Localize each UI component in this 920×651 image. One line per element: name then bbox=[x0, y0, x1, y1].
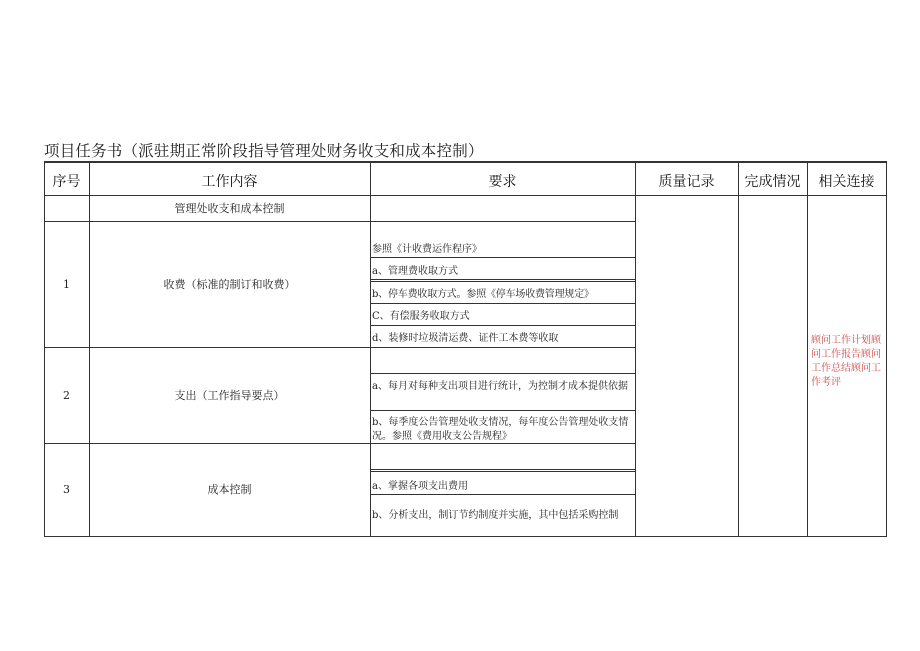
related-links-text[interactable]: 顾问工作计划顾问工作报告顾问工作总结顾问工作考评 bbox=[811, 335, 881, 388]
req-line bbox=[370, 325, 635, 326]
row2-req-2: b、每季度公告管理处收支情况，每年度公告管理处收支情况。参照《费用收支公告规程》 bbox=[372, 417, 629, 442]
req-line bbox=[370, 494, 635, 495]
row1-req-2: a、管理费收取方式 bbox=[372, 266, 458, 277]
col-border bbox=[738, 161, 739, 537]
row3-content: 成本控制 bbox=[207, 483, 252, 496]
row1-req-5: d、装修时垃圾清运费、证件工本费等收取 bbox=[372, 333, 559, 344]
col-border bbox=[886, 161, 887, 537]
section-title: 管理处收支和成本控制 bbox=[174, 202, 285, 215]
header-requirement: 要求 bbox=[488, 174, 517, 190]
row2-seq: 2 bbox=[63, 388, 70, 402]
table-bottom-border bbox=[44, 536, 887, 537]
row1-content: 收费（标准的制订和收费） bbox=[163, 277, 296, 291]
req-line bbox=[370, 373, 635, 374]
req-line bbox=[370, 471, 635, 472]
row1-seq: 1 bbox=[63, 277, 70, 291]
row1-req-4: C、有偿服务收取方式 bbox=[372, 311, 470, 322]
row3-req-1: a、掌握各项支出费用 bbox=[372, 481, 468, 492]
req-line bbox=[370, 303, 635, 304]
col-border bbox=[370, 161, 371, 537]
document-title: 项目任务书（派驻期正常阶段指导管理处财务收支和成本控制） bbox=[44, 142, 484, 160]
req-line bbox=[370, 469, 635, 470]
row3-req-2: b、分析支出，制订节约制度并实施，其中包括采购控制 bbox=[372, 510, 619, 521]
req-line bbox=[370, 279, 635, 280]
header-links: 相关连接 bbox=[818, 174, 875, 190]
table-top-border bbox=[44, 161, 887, 163]
col-border bbox=[635, 161, 636, 537]
header-quality: 质量记录 bbox=[658, 174, 715, 190]
col-border bbox=[807, 161, 808, 537]
header-seq: 序号 bbox=[52, 174, 81, 190]
row2-content: 支出（工作指导要点） bbox=[174, 388, 285, 402]
header-completion: 完成情况 bbox=[744, 174, 801, 190]
header-content: 工作内容 bbox=[201, 174, 258, 190]
req-line bbox=[370, 281, 635, 282]
row1-req-3: b、停车费收取方式。参照《停车场收费管理规定》 bbox=[372, 289, 594, 300]
req-line bbox=[370, 257, 635, 258]
row2-req-1: a、每月对每种支出项目进行统计，为控制才成本提供依据 bbox=[372, 381, 628, 392]
req-line bbox=[370, 410, 635, 411]
row1-req-1: 参照《计收费运作程序》 bbox=[372, 244, 482, 255]
row3-seq: 3 bbox=[63, 483, 70, 496]
